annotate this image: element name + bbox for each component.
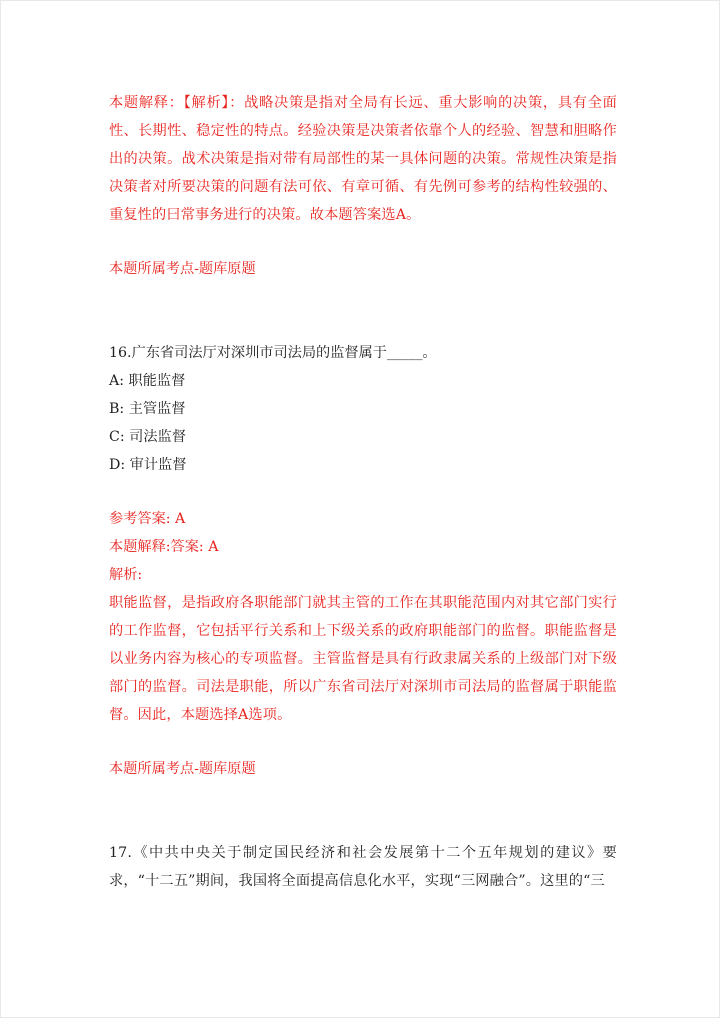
q16-options — [109, 367, 617, 479]
q15-source: 本题所属考点-题库原题 — [109, 261, 256, 277]
page-content — [109, 89, 617, 895]
q16-option-b: B: 主管监督 — [109, 401, 186, 417]
q16-question: 16.广东省司法厅对深圳市司法局的监督属于_____。 — [109, 345, 437, 361]
q16-option-d: D: 审计监督 — [109, 457, 187, 473]
q16-explanation-answer: 本题解释:答案: A — [109, 539, 219, 555]
q16-analysis: 职能监督，是指政府各职能部门就其主管的工作在其职能范围内对其它部门实行的工作监督，它包括平行关系和上下级关系的政府职能部门的监督。职能监督是以业务内容为核心的专项监督。主管监督是具有行政隶属关系的上级部门对下级部门的监督。司法是职能，所以广东省司法厅对深圳市司法局的监督属于职能监督。因此，本题选择A选项。 — [109, 595, 617, 723]
q16-option-c: C: 司法监督 — [109, 429, 186, 445]
q15-explanation: 本题解释：【解析】：战略决策是指对全局有长远、重大影响的决策，具有全面性、长期性、稳定性的特点。经验决策是决策者依靠个人的经验、智慧和胆略作出的决策。战术决策是指对带有局部性的某一具体问题的决策。常规性决策是指决策者对所要决策的问题有法可依、有章可循、有先例可参考的结构性较强的、重复性的曰常事务进行的决策。故本题答案选A。 — [109, 95, 617, 223]
q16-answer: 参考答案: A — [109, 511, 186, 527]
q17-question: 17.《中共中央关于制定国民经济和社会发展第十二个五年规划的建议》要求，“十二五”期间，我国将全面提高信息化水平，实现“三网融合”。这里的“三 — [109, 845, 617, 889]
q16-option-a: A: 职能监督 — [109, 373, 186, 389]
q16-analysis-label: 解析: — [109, 567, 143, 583]
q16-source: 本题所属考点-题库原题 — [109, 761, 256, 777]
